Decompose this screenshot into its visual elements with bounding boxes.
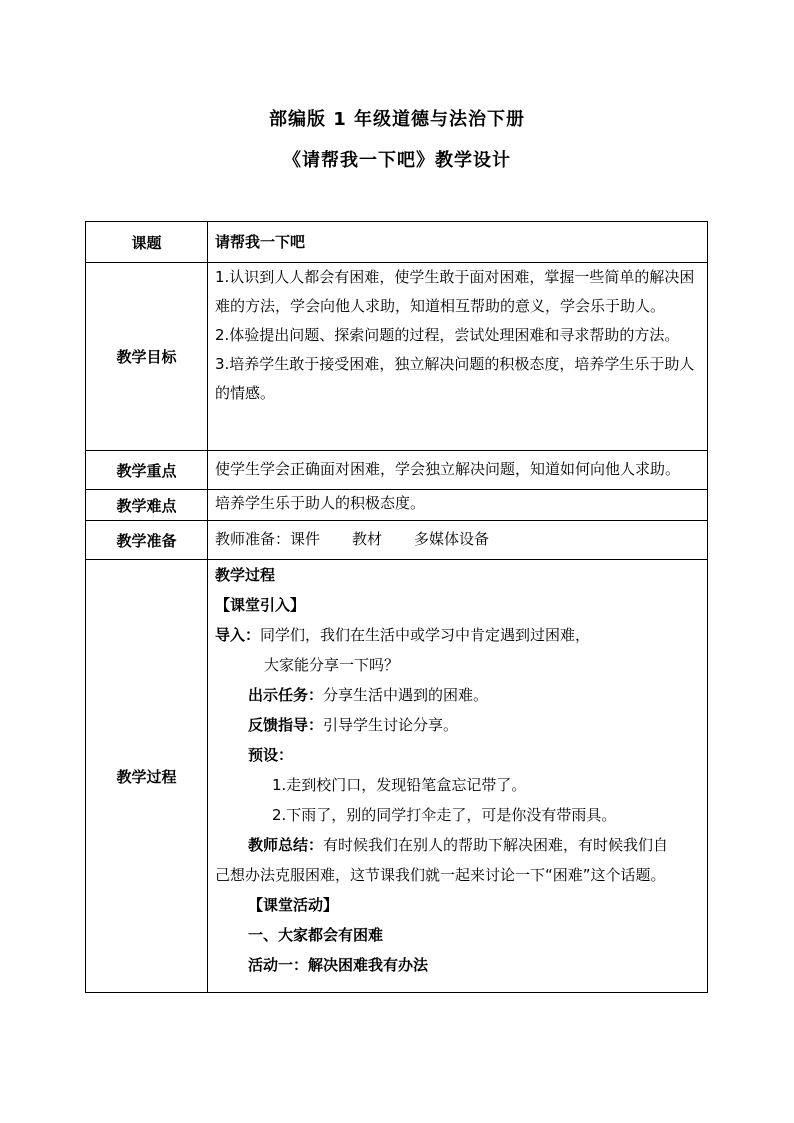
feedback-paragraph xyxy=(215,710,703,740)
intro-text: 同学们，我们在生活中或学习中肯定遇到过困难， xyxy=(260,626,591,644)
value-preparation xyxy=(208,521,708,560)
table-row-preparation xyxy=(86,521,708,560)
label-goals: 教学目标 xyxy=(86,263,208,451)
section-activity-heading: 【课堂活动】 xyxy=(248,896,339,914)
summary-label: 教师总结： xyxy=(248,836,324,854)
preset-item: 1.走到校门口，发现铅笔盒忘记带了。 xyxy=(272,776,527,794)
value-topic xyxy=(208,222,708,263)
value-goals xyxy=(208,263,708,451)
process-heading: 教学过程 xyxy=(215,566,276,584)
table-row-goals xyxy=(86,263,708,451)
activity-heading: 活动一：解决困难我有办法 xyxy=(248,956,429,974)
preset-item: 2.下雨了，别的同学打伞走了，可是你没有带雨具。 xyxy=(272,806,617,824)
label-process: 教学过程 xyxy=(86,560,208,993)
table-row-key-points xyxy=(86,451,708,490)
preparation-item: 课件 xyxy=(290,530,321,548)
summary-text: 有时候我们在别人的帮助下解决困难，有时候我们自 xyxy=(323,836,669,854)
topic-text: 请帮我一下吧 xyxy=(215,233,306,251)
label-difficulties: 教学难点 xyxy=(86,490,208,521)
preparation-prefix: 教师准备： xyxy=(215,530,291,548)
task-paragraph xyxy=(215,680,703,710)
label-topic: 课题 xyxy=(86,222,208,263)
label-key-points: 教学重点 xyxy=(86,451,208,490)
value-difficulties xyxy=(208,490,708,521)
lesson-plan-table xyxy=(85,221,708,993)
preparation-item: 多媒体设备 xyxy=(414,530,490,548)
preparation-text xyxy=(215,521,703,557)
intro-label: 导入： xyxy=(215,626,261,644)
difficulties-text: 培养学生乐于助人的积极态度。 xyxy=(215,494,426,512)
key-points-text: 使学生学会正确面对困难，学会独立解决问题，知道如何向他人求助。 xyxy=(215,460,681,478)
value-process xyxy=(208,560,708,993)
intro-paragraph xyxy=(215,620,703,650)
task-text: 分享生活中遇到的困难。 xyxy=(323,686,489,704)
table-row-difficulties xyxy=(86,490,708,521)
value-key-points xyxy=(208,451,708,490)
document-title: 部编版 1 年级道德与法治下册 xyxy=(268,109,526,130)
document-subtitle: 《请帮我一下吧》教学设计 xyxy=(283,150,511,171)
table-row-topic xyxy=(86,222,708,263)
section-intro-heading: 【课堂引入】 xyxy=(215,596,306,614)
table-row-process xyxy=(86,560,708,993)
preset-label: 预设： xyxy=(248,746,294,764)
summary-paragraph xyxy=(215,830,703,860)
goal-item: 3.培养学生敢于接受困难，独立解决问题的积极态度，培养学生乐于助人的情感。 xyxy=(215,355,695,402)
label-preparation: 教学准备 xyxy=(86,521,208,560)
feedback-text: 引导学生讨论分享。 xyxy=(323,716,459,734)
goal-item: 2.体验提出问题、探索问题的过程，尝试处理困难和寻求帮助的方法。 xyxy=(215,326,680,344)
goal-item: 1.认识到人人都会有困难，使学生敢于面对困难，掌握一些简单的解决困难的方法，学会向他人求助，知道相互帮助的意义，学会乐于助人。 xyxy=(215,268,695,315)
intro-continuation: 大家能分享一下吗？ xyxy=(264,656,400,674)
task-label: 出示任务： xyxy=(248,686,324,704)
summary-continuation: 己想办法克服困难，这节课我们就一起来讨论一下“困难”这个话题。 xyxy=(215,866,666,884)
part-heading: 一、大家都会有困难 xyxy=(248,926,384,944)
feedback-label: 反馈指导： xyxy=(248,716,324,734)
preparation-item: 教材 xyxy=(352,530,383,548)
